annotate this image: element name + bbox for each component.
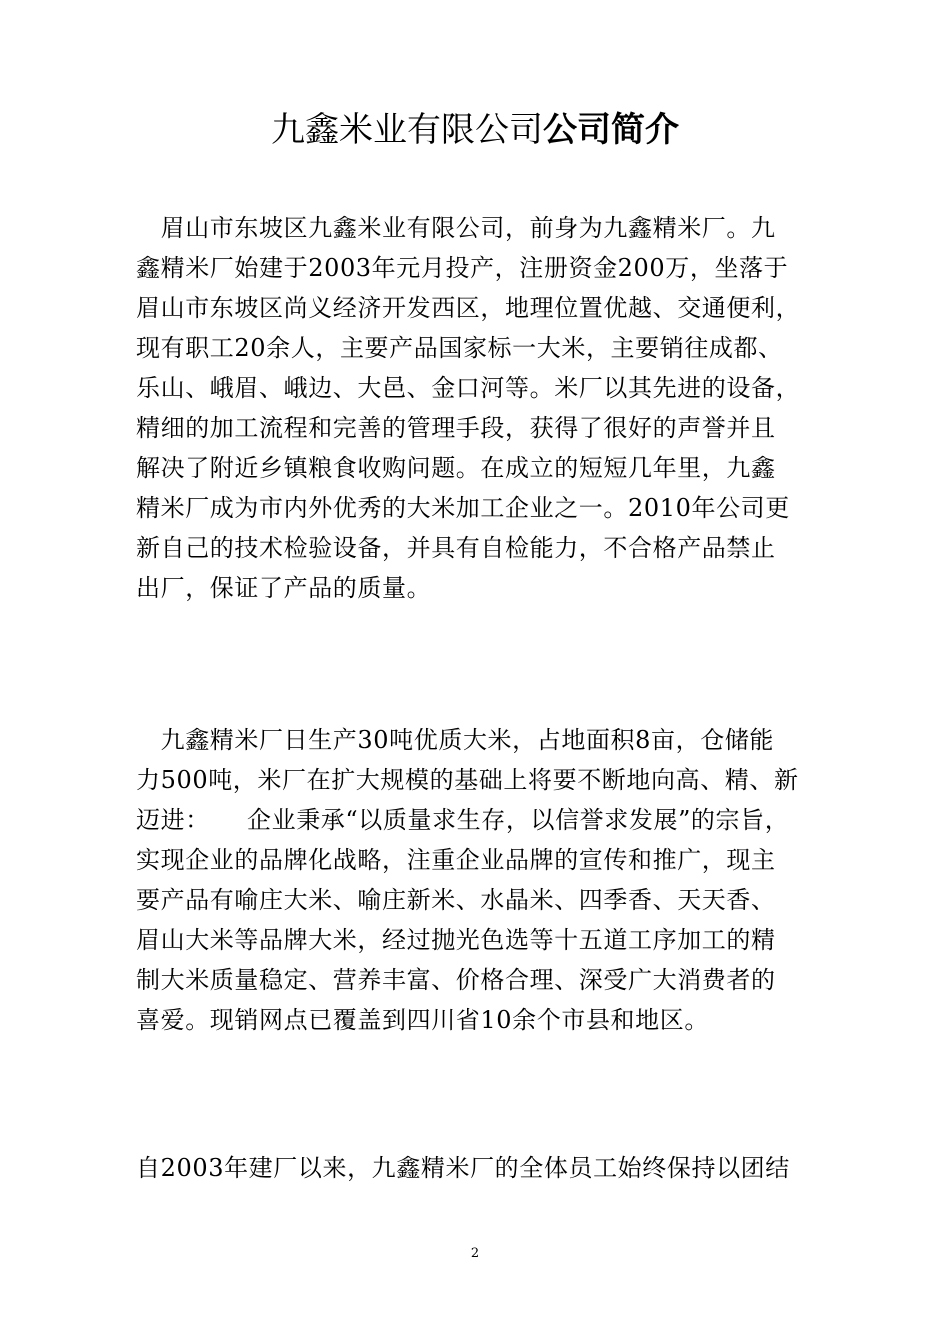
paragraph-line: 解决了附近乡镇粮食收购问题。在成立的短短几年里，九鑫 bbox=[136, 454, 776, 482]
paragraph-line: 力500吨，米厂在扩大规模的基础上将要不断地向高、精、新 bbox=[136, 766, 799, 794]
paragraph-line: 鑫精米厂始建于2003年元月投产，注册资金200万，坐落于 bbox=[136, 254, 789, 282]
paragraph-line: 乐山、峨眉、峨边、大邑、金口河等。米厂以其先进的设备， bbox=[136, 374, 801, 402]
paragraph-line: 迈进： 企业秉承“以质量求生存，以信誉求发展”的宗旨， bbox=[136, 806, 790, 834]
document-title bbox=[0, 106, 950, 154]
paragraph-line: 眉山市东坡区尚义经济开发西区，地理位置优越、交通便利， bbox=[136, 294, 801, 322]
paragraph-line: 喜爱。现销网点已覆盖到四川省10余个市县和地区。 bbox=[136, 1006, 709, 1034]
paragraph-line: 制大米质量稳定、营养丰富、价格合理、深受广大消费者的 bbox=[136, 966, 776, 994]
paragraph-company-history bbox=[136, 208, 826, 608]
paragraph-line: 眉山市东坡区九鑫米业有限公司，前身为九鑫精米厂。九 bbox=[136, 214, 776, 242]
paragraph-since-2003 bbox=[136, 1148, 826, 1188]
title-company-name: 九鑫米业有限公司 bbox=[271, 110, 543, 150]
title-heading: 公司简介 bbox=[543, 110, 679, 150]
paragraph-line: 现有职工20余人，主要产品国家标一大米，主要销往成都、 bbox=[136, 334, 783, 362]
paragraph-line: 自2003年建厂以来，九鑫精米厂的全体员工始终保持以团结 bbox=[136, 1154, 790, 1182]
paragraph-line: 眉山大米等品牌大米，经过抛光色选等十五道工序加工的精 bbox=[136, 926, 776, 954]
paragraph-line: 精米厂成为市内外优秀的大米加工企业之一。2010年公司更 bbox=[136, 494, 790, 522]
paragraph-production bbox=[136, 720, 826, 1040]
paragraph-line: 实现企业的品牌化战略，注重企业品牌的宣传和推广，现主 bbox=[136, 846, 776, 874]
paragraph-line: 精细的加工流程和完善的管理手段，获得了很好的声誉并且 bbox=[136, 414, 776, 442]
paragraph-line: 新自己的技术检验设备，并具有自检能力，不合格产品禁止 bbox=[136, 534, 776, 562]
paragraph-line: 出厂，保证了产品的质量。 bbox=[136, 574, 432, 602]
paragraph-line: 九鑫精米厂日生产30吨优质大米，占地面积8亩，仓储能 bbox=[136, 726, 775, 754]
paragraph-line: 要产品有喻庄大米、喻庄新米、水晶米、四季香、天天香、 bbox=[136, 886, 776, 914]
page-number: 2 bbox=[470, 1246, 480, 1261]
